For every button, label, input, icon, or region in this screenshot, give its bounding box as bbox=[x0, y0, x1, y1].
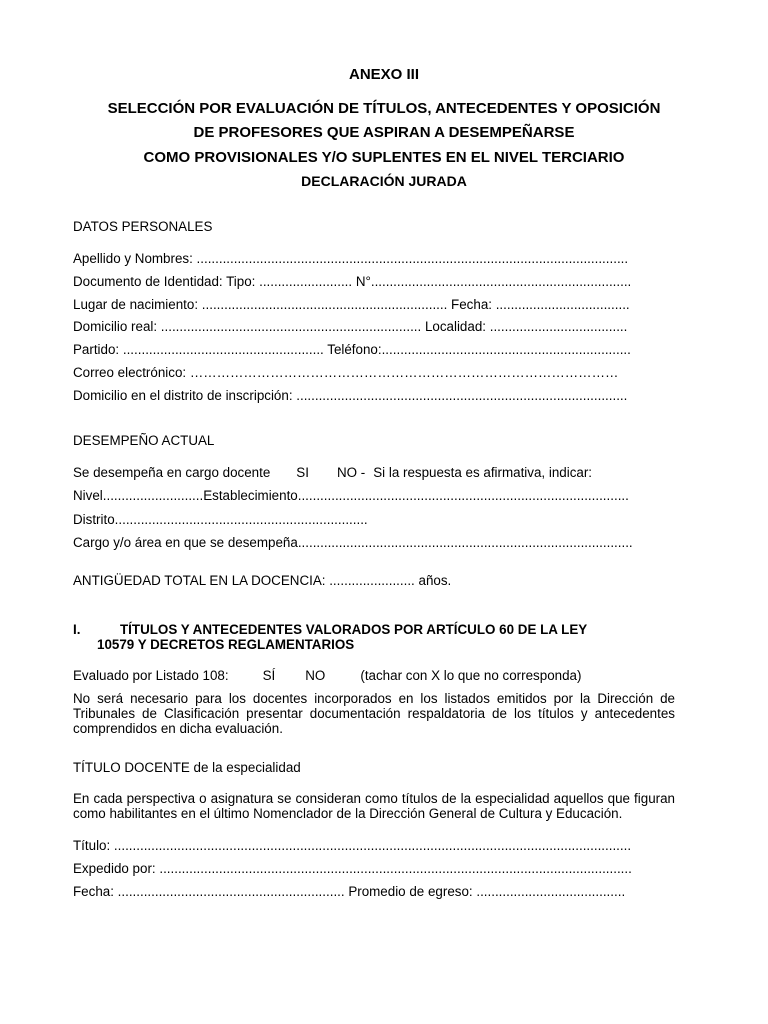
section-title-line-2: 10579 Y DECRETOS REGLAMENTARIOS bbox=[97, 637, 355, 652]
listado-option-si[interactable]: SÍ bbox=[262, 668, 276, 683]
field-district-phone[interactable]: Partido: ...................................................... Teléfono:................................................................... bbox=[73, 342, 631, 357]
field-email[interactable]: Correo electrónico: …………………………………………………………………………………… bbox=[73, 365, 619, 380]
listado-question bbox=[73, 668, 581, 684]
field-level-establishment[interactable]: Nivel...........................Establecimiento......................................................................................... bbox=[73, 488, 629, 503]
form-title-line-2: DE PROFESORES QUE ASPIRAN A DESEMPEÑARSE bbox=[193, 124, 575, 141]
field-id-document[interactable]: Documento de Identidad: Tipo: ......................... N°...................................................................... bbox=[73, 274, 632, 289]
field-name[interactable]: Apellido y Nombres: .................................................................................................................... bbox=[73, 251, 629, 266]
teaching-position-question bbox=[73, 465, 592, 481]
indicate-text: Si la respuesta es afirmativa, indicar: bbox=[373, 465, 593, 480]
listado-note: No será necesario para los docentes incorporados en los listados emitidos por la Dirección de Tribunales de Clasificación presentar documentación respaldatoria de los títulos y antecedentes comprendidos en dicha evaluación. bbox=[73, 691, 675, 736]
listado-option-no[interactable]: NO bbox=[305, 668, 326, 683]
field-title[interactable]: Título: ........................................................................................................................................... bbox=[73, 838, 632, 853]
field-registration-address[interactable]: Domicilio en el distrito de inscripción: ......................................................................................... bbox=[73, 388, 628, 403]
perspectiva-note: En cada perspectiva o asignatura se consideran como títulos de la especialidad aquellos que figuran como habilitantes en el último Nomenclador de la Dirección General de Cultura y Educación. bbox=[73, 791, 675, 821]
field-issued-by[interactable]: Expedido por: ............................................................................................................................... bbox=[73, 861, 632, 876]
form-title-line-1: SELECCIÓN POR EVALUACIÓN DE TÍTULOS, ANTECEDENTES Y OPOSICIÓN bbox=[107, 100, 661, 117]
section-title-line-1: TÍTULOS Y ANTECEDENTES VALORADOS POR ARTÍCULO 60 DE LA LEY bbox=[120, 622, 588, 637]
option-si[interactable]: SI bbox=[296, 465, 309, 480]
tachar-instruction: (tachar con X lo que no corresponda) bbox=[360, 668, 582, 683]
section-number: I. bbox=[73, 622, 81, 637]
current-position-heading: DESEMPEÑO ACTUAL bbox=[73, 433, 215, 448]
field-seniority[interactable]: ANTIGÜEDAD TOTAL EN LA DOCENCIA: ....................... años. bbox=[73, 573, 452, 588]
field-birthplace-date[interactable]: Lugar de nacimiento: .................................................................. Fecha: .................................... bbox=[73, 297, 630, 312]
form-title-line-3: COMO PROVISIONALES Y/O SUPLENTES EN EL NIVEL TERCIARIO bbox=[143, 149, 625, 166]
option-no[interactable]: NO - bbox=[336, 465, 366, 480]
field-position-area[interactable]: Cargo y/o área en que se desempeña.......................................................................................... bbox=[73, 535, 633, 550]
listado-label: Evaluado por Listado 108: bbox=[73, 668, 229, 683]
personal-data-heading: DATOS PERSONALES bbox=[73, 219, 213, 234]
field-address-locality[interactable]: Domicilio real: ...................................................................... Localidad: ..................................... bbox=[73, 319, 628, 334]
field-date-average[interactable]: Fecha: ............................................................. Promedio de egreso: ........................................ bbox=[73, 884, 626, 899]
field-district[interactable]: Distrito.................................................................... bbox=[73, 512, 368, 527]
titulo-docente-heading: TÍTULO DOCENTE de la especialidad bbox=[73, 760, 301, 775]
teaching-position-label: Se desempeña en cargo docente bbox=[73, 465, 271, 480]
annex-title: ANEXO III bbox=[348, 66, 419, 83]
form-subtitle: DECLARACIÓN JURADA bbox=[301, 173, 467, 189]
